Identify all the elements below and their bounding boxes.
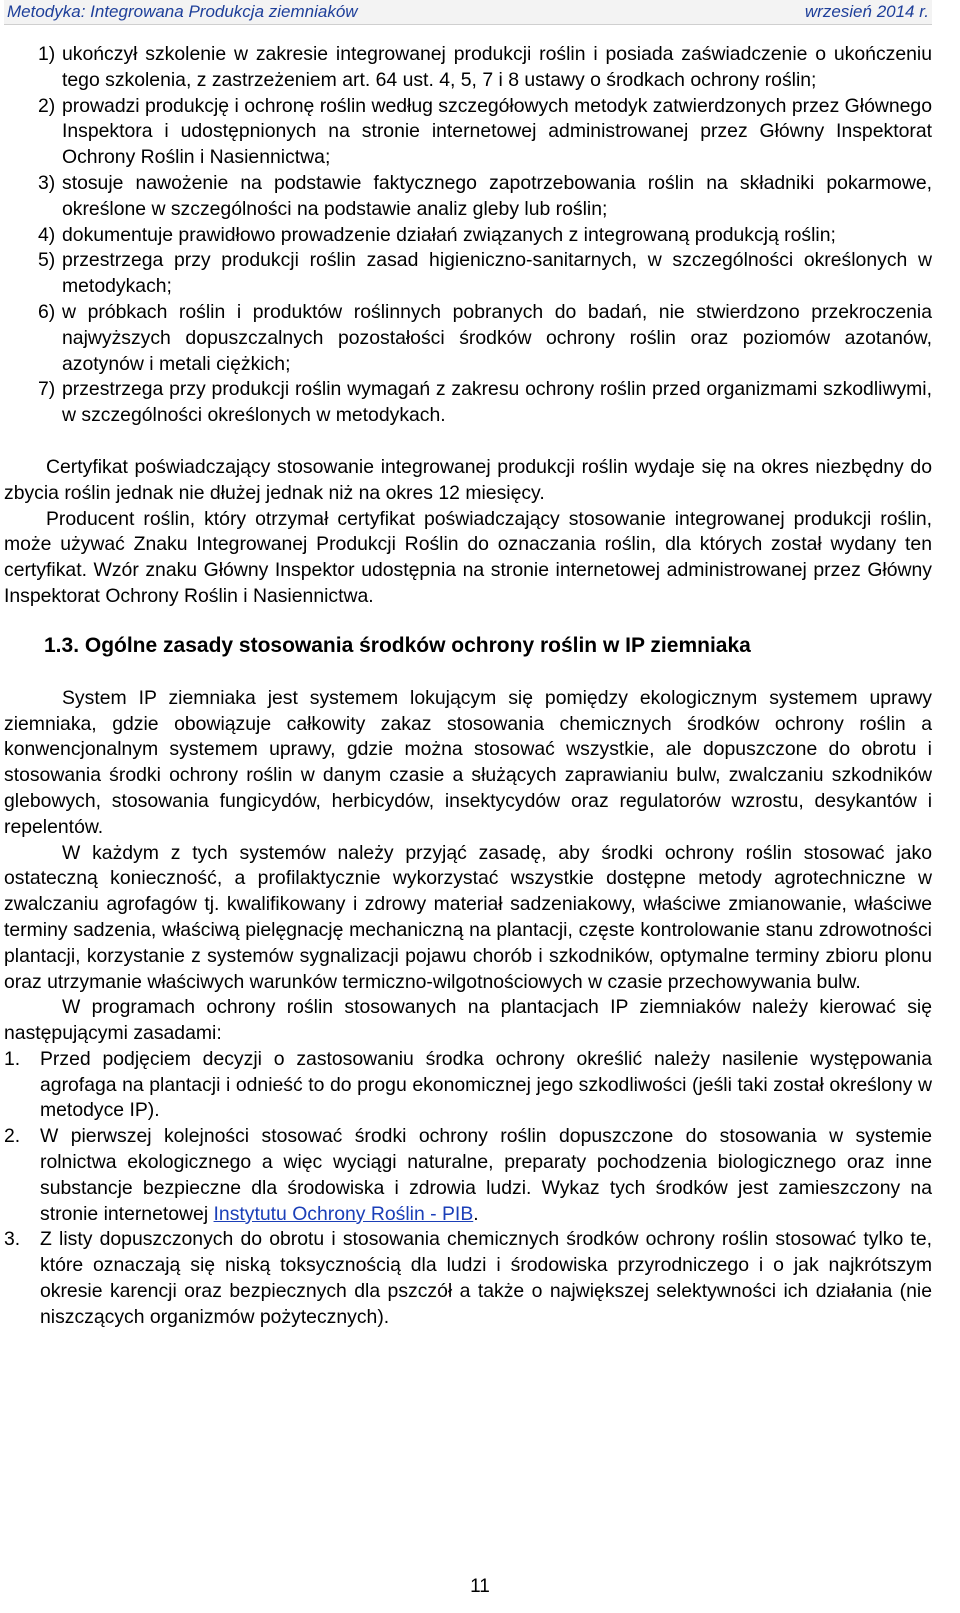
list-item: 3. Z listy dopuszczonych do obrotu i stosowania chemicznych środków ochrony roślin stosować tylko te, które oznaczają się niską toksycznością dla ludzi i środowiska przyrodniczego i o jak najkrótszym okresie karencji oraz bezpiecznych dla pszczół a także o największej selektywności ich działania (nie niszczących organizmów pożytecznych).: [4, 1228, 932, 1328]
iop-pib-link[interactable]: Instytutu Ochrony Roślin - PIB: [213, 1202, 474, 1225]
section-paragraph: W każdym z tych systemów należy przyjąć zasadę, aby środki ochrony roślin stosować jako ostateczną konieczność, a profilaktycznie wykorzystać wszystkie dostępne metody agrotechniczne w zwalczaniu agrofagów tj. kwalifikowany i zdrowy materiał sadzeniakowy, właściwe zmianowanie, właściwe terminy sadzenia, właściwą pielęgnację mechaniczną na plantacji, częste kontrolowanie stanu zdrowotności plantacji, korzystanie z systemów sygnalizacji pojawu chorób i szkodników, optymalne terminy zbioru plonu oraz utrzymanie właściwych warunków termiczno-wilgotnościowych w czasie przechowywania bulw.: [4, 841, 932, 993]
header-date: wrzesień 2014 r.: [804, 2, 929, 21]
section-heading: 1.3. Ogólne zasady stosowania środków ochrony roślin w IP ziemniaka: [44, 633, 751, 657]
list-item: 5) przestrzega przy produkcji roślin zasad higieniczno-sanitarnych, w szczególności określonych w metodykach;: [38, 249, 932, 298]
list-item: 3) stosuje nawożenie na podstawie faktycznego zapotrzebowania roślin na składniki pokarmowe, określone w szczególności na podstawie analiz gleby lub roślin;: [38, 171, 932, 220]
section-paragraph: System IP ziemniaka jest systemem lokującym się pomiędzy ekologicznym systemem uprawy ziemniaka, gdzie obowiązuje całkowity zakaz stosowania chemicznych środków ochrony roślin a konwencjonalnym systemem uprawy, gdzie można stosować wszystkie, ale dopuszczone do obrotu i stosowania środki ochrony roślin w danym czasie a służących zaprawianiu bulw, zwalczaniu szkodników glebowych, stosowania fungicydów, herbicydów, insektycydów oraz regulatorów wzrostu, desykantów i repelentów.: [4, 686, 932, 838]
certificate-paragraph: Certyfikat poświadczający stosowanie integrowanej produkcji roślin wydaje się na okres niezbędny do zbycia roślin jednak nie dłużej jednak niż na okres 12 miesięcy.: [4, 455, 932, 504]
list-item: 7) przestrzega przy produkcji roślin wymagań z zakresu ochrony roślin przed organizmami szkodliwymi, w szczególności określonych w metodykach.: [38, 378, 932, 427]
list-item: 1) ukończył szkolenie w zakresie integrowanej produkcji roślin i posiada zaświadczenie o ukończeniu tego szkolenia, z zastrzeżeniem art. 64 ust. 4, 5, 7 i 8 ustawy o środkach ochrony roślin;: [38, 43, 932, 91]
rules-list: [4, 1047, 932, 1331]
page-content: [4, 42, 932, 1331]
list-item: 6) w próbkach roślin i produktów roślinnych pobranych do badań, nie stwierdzono przekroczenia najwyższych dopuszczalnych pozostałości środków ochrony roślin oraz poziomów azotanów, azotynów i metali ciężkich;: [38, 300, 932, 375]
list-item: 2) prowadzi produkcję i ochronę roślin według szczegółowych metodyk zatwierdzonych przez Głównego Inspektora i udostępnionych na stronie internetowej administrowanej przez Główny Inspektorat Ochrony Roślin i Nasiennictwa;: [38, 94, 932, 169]
section-paragraph: W programach ochrony roślin stosowanych na plantacjach IP ziemniaków należy kierować się następującymi zasadami:: [4, 996, 932, 1045]
list-item: 2. W pierwszej kolejności stosować środki ochrony roślin dopuszczone do stosowania w systemie rolnictwa ekologicznego a więc wyciągi naturalne, preparaty pochodzenia biologicznego oraz inne substancje bezpieczne dla środowiska i zdrowia ludzi. Wykaz tych środków jest zamieszczony na stronie internetowej Instytutu Ochrony Roślin - PIB.: [4, 1125, 932, 1225]
page-number: 11: [470, 1576, 490, 1597]
header-title: Metodyka: Integrowana Produkcja ziemniaków: [7, 2, 358, 21]
requirements-list: [4, 42, 932, 429]
list-item: 1. Przed podjęciem decyzji o zastosowaniu środka ochrony określić należy nasilenie występowania agrofaga na plantacji i odnieść to do progu ekonomicznej jego szkodliwości (jeśli taki został określony w metodyce IP).: [4, 1047, 932, 1122]
certificate-paragraph: Producent roślin, który otrzymał certyfikat poświadczający stosowanie integrowanej produkcji roślin, może używać Znaku Integrowanej Produkcji Roślin do oznaczania roślin, dla których został wydany ten certyfikat. Wzór znaku Główny Inspektor udostępnia na stronie internetowej administrowanej przez Główny Inspektorat Ochrony Roślin i Nasiennictwa.: [4, 507, 932, 607]
running-header: [4, 0, 932, 25]
list-item: 4) dokumentuje prawidłowo prowadzenie działań związanych z integrowaną produkcją roślin;: [38, 223, 836, 246]
